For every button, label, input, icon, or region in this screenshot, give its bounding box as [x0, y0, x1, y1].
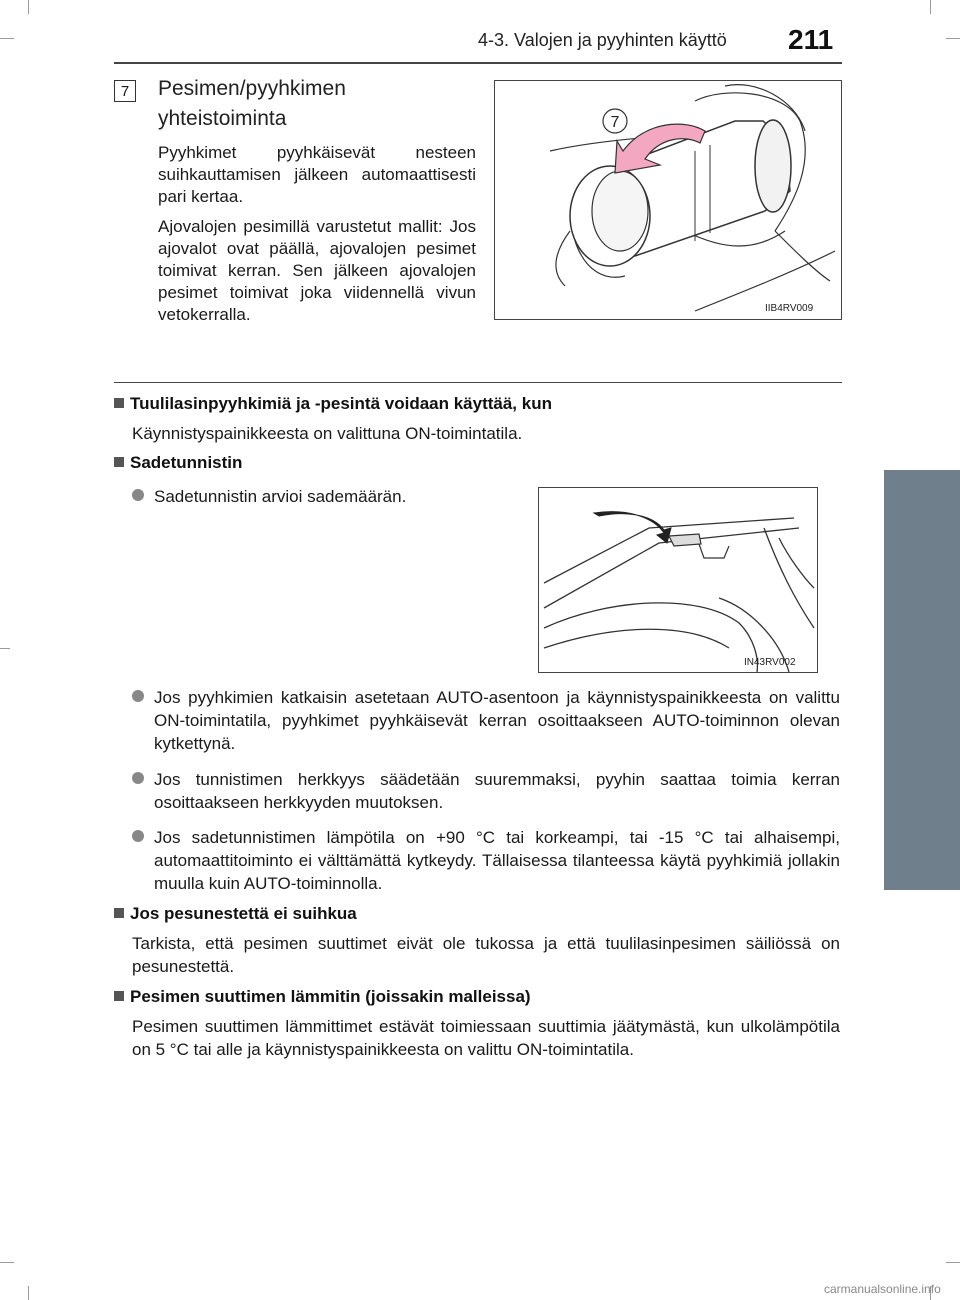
note-body: Käynnistyspainikkeesta on valittuna ON-toimintatila. — [132, 424, 523, 443]
crop-mark — [946, 38, 960, 39]
round-bullet-icon — [132, 489, 144, 501]
chapter-title-wrap — [908, 1050, 938, 1170]
bullet-item: Sadetunnistin arvioi sademäärän. — [132, 485, 522, 508]
header-rule — [114, 62, 842, 64]
square-bullet-icon — [114, 398, 124, 408]
item-title-line2: yhteistoiminta — [158, 107, 287, 130]
square-bullet-icon — [114, 908, 124, 918]
item-title-line1: Pesimen/pyyhkimen — [158, 77, 346, 100]
note-heading: Jos pesunestettä ei suihkua — [114, 904, 357, 924]
windshield-illustration — [538, 487, 818, 673]
crop-mark — [0, 1262, 14, 1263]
round-bullet-icon — [132, 690, 144, 702]
callout-number: 7 — [610, 114, 620, 131]
chapter-title: Ajaminen — [919, 1050, 936, 1120]
bullet-item: Jos sadetunnistimen lämpötila on +90 °C tai korkeampi, tai -15 °C tai alhaisempi, automaattitoiminto ei välttämättä kytkeydy. Tällaisessa tilanteessa käytä pyyhkimiä jollakin muulla kuin AUTO-toiminnolla. — [132, 826, 840, 895]
square-bullet-icon — [114, 991, 124, 1001]
note-heading: Pesimen suuttimen lämmitin (joissakin malleissa) — [114, 987, 531, 1007]
note-body: Pesimen suuttimen lämmittimet estävät toimiessaan suuttimia jäätymästä, kun ulkolämpötila on 5 °C tai alle ja käynnistyspainikkeesta on valittu ON-toimintatila. — [132, 1017, 840, 1059]
section-divider — [114, 382, 842, 383]
section-title: 4-3. Valojen ja pyyhinten käyttö — [478, 30, 727, 50]
item-paragraph-1: Pyyhkimet pyyhkäisevät nesteen suihkauttamisen jälkeen automaattisesti pari kertaa. — [158, 143, 476, 206]
round-bullet-icon — [132, 772, 144, 784]
round-bullet-icon — [132, 830, 144, 842]
note-heading: Sadetunnistin — [114, 453, 242, 473]
lever-illustration — [494, 80, 842, 320]
crop-mark — [930, 0, 931, 14]
page-number: 211 — [788, 24, 834, 55]
lever-drawing — [495, 81, 841, 319]
note-heading: Tuulilasinpyyhkimiä ja -pesintä voidaan käyttää, kun — [114, 394, 552, 414]
crop-mark — [0, 38, 14, 39]
square-bullet-icon — [114, 457, 124, 467]
item-title — [158, 74, 346, 134]
figure-code: IIB4RV009 — [765, 303, 814, 314]
bullet-item: Jos pyyhkimien katkaisin asetetaan AUTO-asentoon ja käynnistyspainikkeesta on valittu ON-toimintatila, pyyhkimet pyyhkäisevät kerran osoittaakseen AUTO-toiminnon olevan kytkettynä. — [132, 686, 840, 755]
crop-mark — [946, 1262, 960, 1263]
chapter-tab — [884, 470, 960, 1120]
figure-code: IN43RV002 — [744, 657, 796, 668]
crop-mark — [28, 0, 29, 14]
item-paragraph-2: Ajovalojen pesimillä varustetut mallit: Jos ajovalot ovat päällä, ajovalojen pesimet toimivat kerran. Sen jälkeen ajovalojen pesimet toimivat joka viidennellä vivun vetokerralla. — [158, 217, 476, 324]
windshield-drawing — [539, 488, 817, 672]
note-body: Tarkista, että pesimen suuttimet eivät ole tukossa ja että tuulilasinpesimen säiliössä on pesunestettä. — [132, 934, 840, 976]
watermark: carmanualsonline.info — [824, 1282, 941, 1296]
item-number-badge: 7 — [114, 80, 136, 102]
crop-mark — [28, 1286, 29, 1300]
crop-mark — [0, 648, 10, 649]
bullet-item: Jos tunnistimen herkkyys säädetään suuremmaksi, pyyhin saattaa toimia kerran osoittaakseen herkkyyden muutoksen. — [132, 768, 840, 814]
chapter-number: 4 — [917, 958, 927, 977]
